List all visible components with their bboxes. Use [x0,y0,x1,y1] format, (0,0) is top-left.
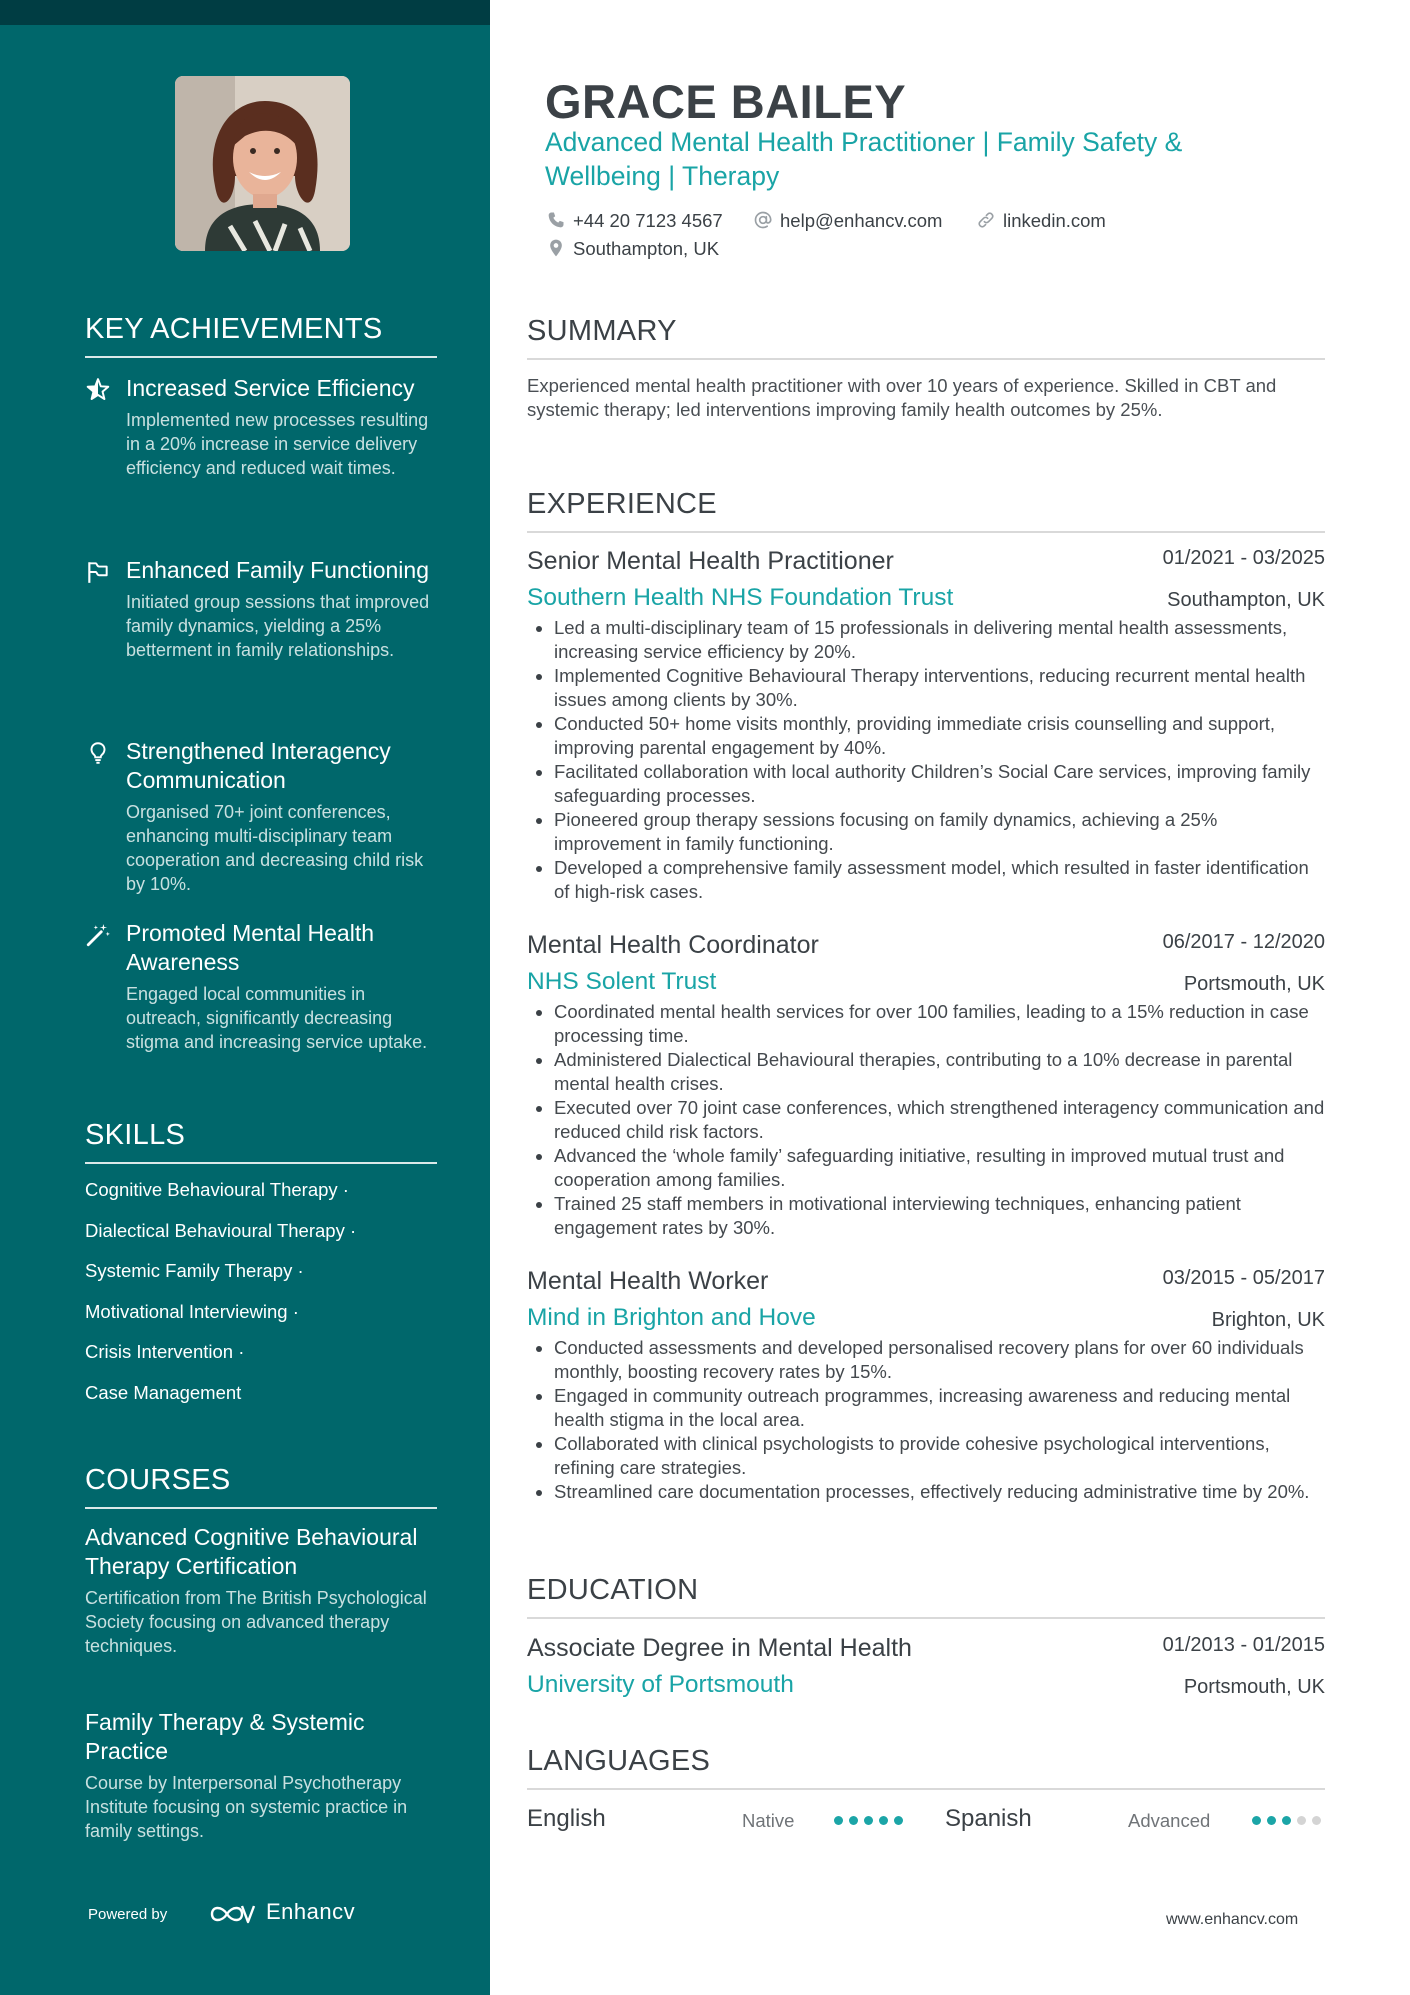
job-bullet: Advanced the ‘whole family’ safeguarding initiative, resulting in improved mutual trust and cooperation among families. [527,1144,1325,1192]
language-rating [1252,1816,1321,1825]
achievement-title: Increased Service Efficiency [126,375,415,401]
rating-dot-filled [864,1816,873,1825]
phone-icon [546,210,566,230]
language-name: English [527,1805,606,1832]
achievement-item [85,919,437,1054]
course-title: Advanced Cognitive Behavioural Therapy Certification [85,1524,418,1579]
language-level: Advanced [1128,1810,1211,1831]
course-desc: Certification from The British Psychological Society focusing on advanced therapy techniques. [85,1588,427,1656]
skills-title: SKILLS [85,1119,437,1164]
rating-dot-filled [1267,1816,1276,1825]
job-bullet: Facilitated collaboration with local authority Children’s Social Care services, improving family safeguarding processes. [527,760,1325,808]
course-title: Family Therapy & Systemic Practice [85,1709,365,1764]
rating-dot-filled [1252,1816,1261,1825]
experience-title: EXPERIENCE [527,488,1325,533]
job-title: Mental Health Coordinator [527,931,819,959]
link-icon [976,210,996,230]
job-bullet: Conducted assessments and developed personalised recovery plans for over 60 individuals monthly, boosting recovery rates by 15%. [527,1336,1325,1384]
job-bullet: Collaborated with clinical psychologists to provide cohesive psychological interventions, refining care strategies. [527,1432,1325,1480]
education-title: EDUCATION [527,1574,1325,1619]
candidate-headline: Advanced Mental Health Practitioner | Family Safety & Wellbeing | Therapy [545,127,1183,191]
phone-text[interactable]: +44 20 7123 4567 [573,210,723,231]
summary-title: SUMMARY [527,315,1325,360]
achievement-item [85,556,437,662]
job-bullet: Coordinated mental health services for over 100 families, leading to a 15% reduction in case processing time. [527,1000,1325,1048]
education-dates: 01/2013 - 01/2015 [1162,1634,1325,1656]
skill-item: Motivational Interviewing · [85,1300,299,1322]
achievement-item [85,737,437,896]
candidate-name: GRACE BAILEY [545,75,907,128]
enhancv-logo-icon[interactable] [208,1900,258,1928]
job-bullet: Implemented Cognitive Behavioural Therapy interventions, reducing recurrent mental health issues among clients by 30%. [527,664,1325,712]
achievement-desc: Organised 70+ joint conferences, enhancing multi-disciplinary team cooperation and decreasing child risk by 10%. [126,802,424,894]
skill-item: Case Management [85,1381,242,1403]
job-company: Mind in Brighton and Hove [527,1304,816,1331]
linkedin-text[interactable]: linkedin.com [1003,210,1106,231]
achievement-desc: Engaged local communities in outreach, significantly decreasing stigma and increasing service uptake. [126,984,428,1052]
job-bullet: Led a multi-disciplinary team of 15 professionals in delivering mental health assessments, increasing service efficiency by 20%. [527,616,1325,664]
powered-by-label: Powered by [88,1906,168,1923]
location-pin-icon [546,238,566,258]
job-bullets [527,616,1325,904]
job-bullet: Pioneered group therapy sessions focusing on family dynamics, achieving a 25% improvement in family functioning. [527,808,1325,856]
profile-photo-illustration [175,76,350,251]
job-bullet: Executed over 70 joint case conferences, which strengthened interagency communication and reduced child risk factors. [527,1096,1325,1144]
job-bullet: Conducted 50+ home visits monthly, providing immediate crisis counselling and support, improving parental engagement by 40%. [527,712,1325,760]
courses-title: COURSES [85,1464,437,1509]
sidebar [0,0,490,1995]
job-dates: 06/2017 - 12/2020 [1162,931,1325,953]
skill-item: Systemic Family Therapy · [85,1260,304,1281]
key-achievements-title: KEY ACHIEVEMENTS [85,313,437,358]
magic-wand-icon [85,922,111,948]
job-title: Senior Mental Health Practitioner [527,547,894,575]
rating-dot-empty [1297,1816,1306,1825]
job-bullets [527,1336,1325,1504]
language-level: Native [742,1810,795,1831]
job-location: Portsmouth, UK [1183,973,1325,995]
at-sign-icon [753,210,773,230]
job-bullet: Trained 25 staff members in motivational interviewing techniques, enhancing patient engagement rates by 30%. [527,1192,1325,1240]
lightbulb-icon [85,740,111,766]
education-entry [527,1632,1325,1701]
job-dates: 03/2015 - 05/2017 [1162,1267,1325,1289]
language-rating [834,1816,903,1825]
job-title: Mental Health Worker [527,1267,769,1295]
job-dates: 01/2021 - 03/2025 [1162,547,1325,569]
language-name: Spanish [945,1805,1032,1832]
rating-dot-filled [1282,1816,1291,1825]
rating-dot-filled [879,1816,888,1825]
email-text[interactable]: help@enhancv.com [780,210,943,231]
rating-dot-filled [834,1816,843,1825]
sidebar-top-bar [0,0,490,25]
achievement-item [85,374,437,480]
skill-item: Crisis Intervention · [85,1341,245,1362]
job-location: Southampton, UK [1167,589,1325,611]
achievement-title: Enhanced Family Functioning [126,557,429,583]
course-desc: Course by Interpersonal Psychotherapy Institute focusing on systemic practice in family settings. [85,1773,408,1841]
achievement-desc: Initiated group sessions that improved family dynamics, yielding a 25% betterment in family relationships. [126,592,430,660]
skills-list [85,1178,437,1421]
job-bullet: Developed a comprehensive family assessment model, which resulted in faster identification of high-risk cases. [527,856,1325,904]
achievement-title: Promoted Mental Health Awareness [126,920,375,975]
skill-item: Cognitive Behavioural Therapy · [85,1179,349,1200]
languages-title: LANGUAGES [527,1745,1325,1790]
summary-text: Experienced mental health practitioner with over 10 years of experience. Skilled in CBT and systemic therapy; led interventions improving family health outcomes by 25%. [527,375,1277,420]
course-item [85,1523,437,1658]
job-company: NHS Solent Trust [527,968,717,995]
course-item [85,1708,437,1843]
achievement-title: Strengthened Interagency Communication [126,738,391,793]
school-name: University of Portsmouth [527,1671,794,1698]
rating-dot-filled [849,1816,858,1825]
job-bullet: Engaged in community outreach programmes, increasing awareness and reducing mental health stigma in the local area. [527,1384,1325,1432]
rating-dot-filled [894,1816,903,1825]
job-bullet: Streamlined care documentation processes, effectively reducing administrative time by 20%. [527,1480,1325,1504]
experience-entry [527,545,1325,904]
experience-entry [527,1265,1325,1504]
degree-title: Associate Degree in Mental Health [527,1634,912,1662]
profile-photo [175,76,350,251]
star-half-icon [85,377,111,403]
experience-entry [527,929,1325,1240]
job-bullets [527,1000,1325,1240]
rating-dot-empty [1312,1816,1321,1825]
education-location: Portsmouth, UK [1183,1676,1325,1698]
job-company: Southern Health NHS Foundation Trust [527,584,954,611]
job-location: Brighton, UK [1211,1309,1325,1331]
flag-icon [85,559,111,585]
enhancv-brand-name[interactable]: Enhancv [266,1899,356,1924]
achievement-desc: Implemented new processes resulting in a 20% increase in service delivery efficiency and reduced wait times. [126,410,429,478]
job-bullet: Administered Dialectical Behavioural therapies, contributing to a 10% decrease in parental mental health crises. [527,1048,1325,1096]
skill-item: Dialectical Behavioural Therapy · [85,1219,357,1241]
location-text: Southampton, UK [573,238,720,259]
website-link[interactable]: www.enhancv.com [1166,1911,1299,1928]
